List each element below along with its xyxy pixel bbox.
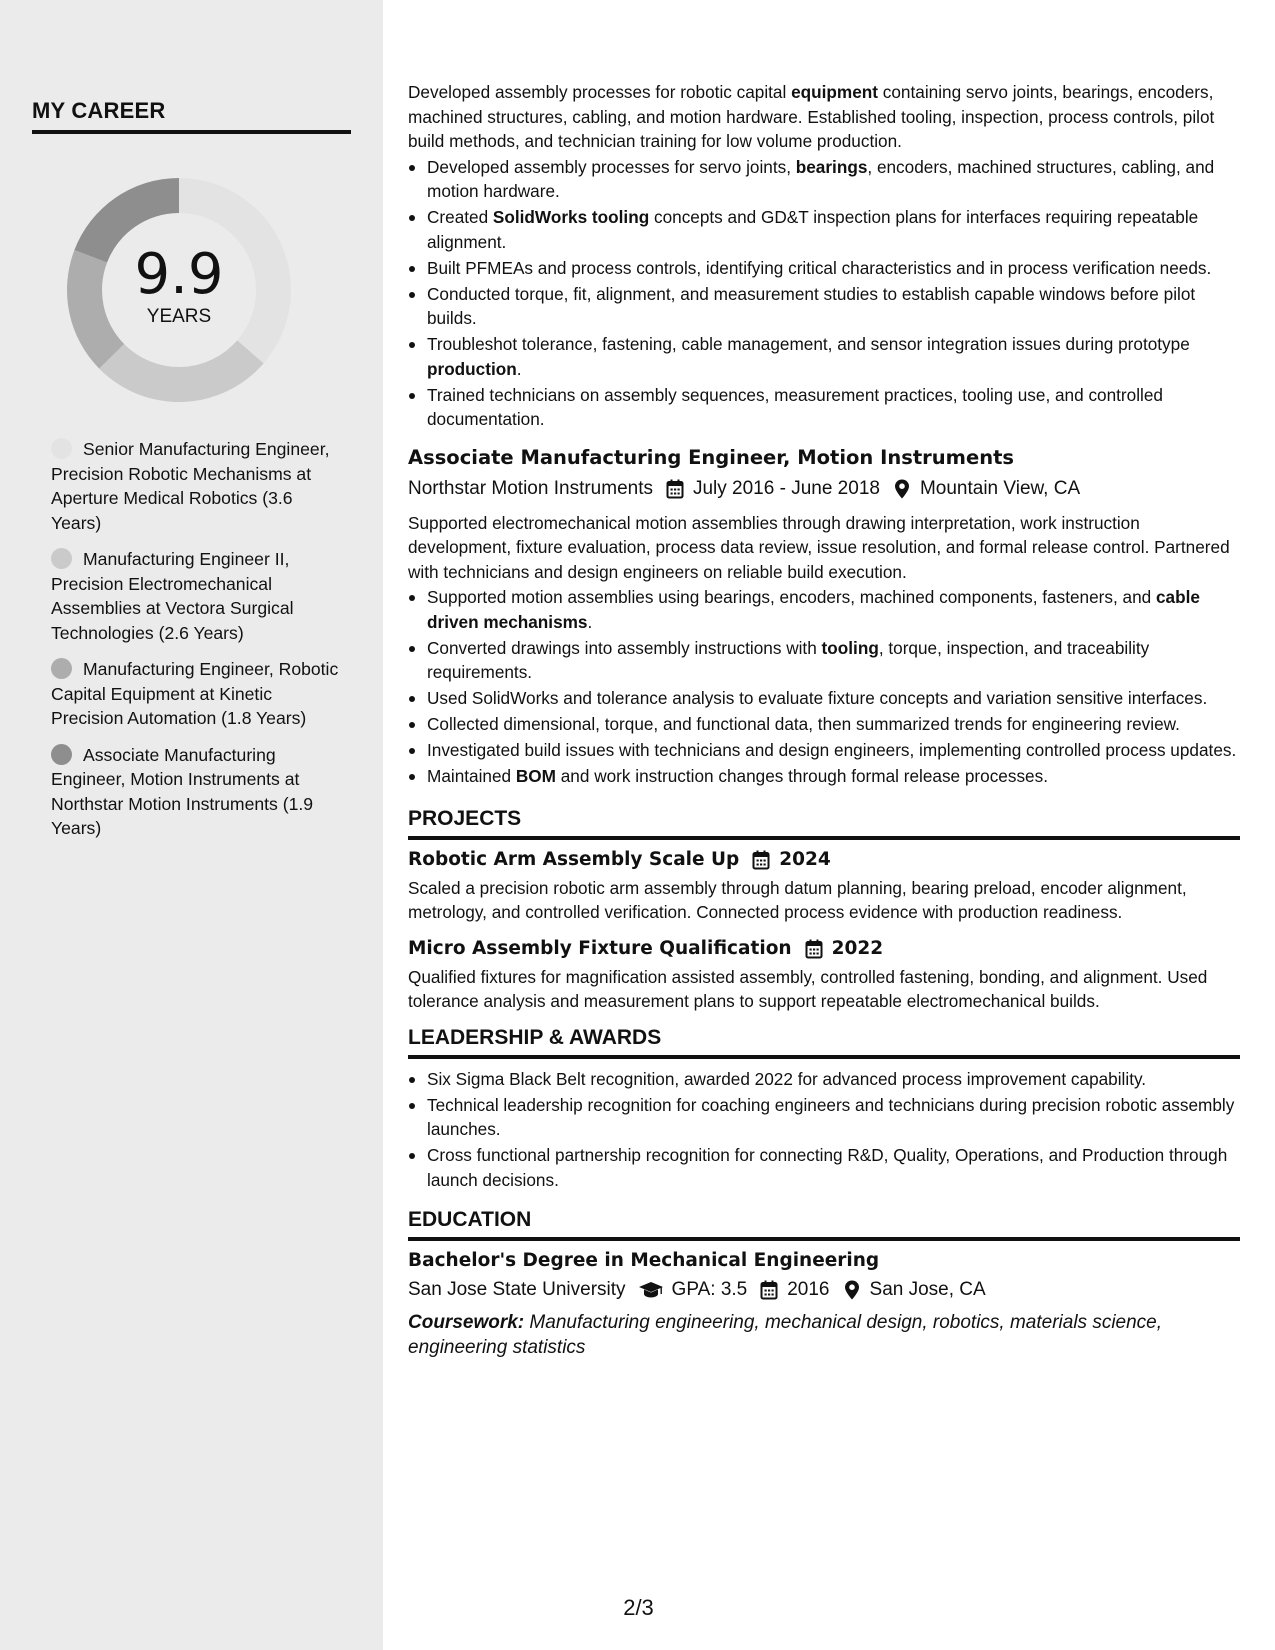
- job-company: Northstar Motion Instruments: [408, 477, 653, 499]
- graduation-year: 2016: [787, 1279, 830, 1300]
- job-bullet: Created SolidWorks tooling concepts and GD&T inspection plans for interfaces requiring repeatable alignment.: [408, 205, 1240, 254]
- legend-dot: [51, 658, 72, 679]
- coursework-label: Coursework:: [408, 1312, 525, 1333]
- education-meta: [408, 1276, 1240, 1304]
- job-dates: July 2016 - June 2018: [692, 477, 880, 499]
- leadership-bullet: Cross functional partnership recognition for connecting R&D, Quality, Operations, and Production through launch decisions.: [408, 1143, 1240, 1192]
- page-number: [0, 1595, 1275, 1621]
- legend-dot: [51, 744, 72, 765]
- donut-center: [66, 177, 292, 403]
- project-name: Robotic Arm Assembly Scale Up: [408, 848, 740, 870]
- job-meta: [408, 475, 1240, 503]
- job-bullet: Trained technicians on assembly sequences, measurement practices, tooling use, and controlled documentation.: [408, 383, 1240, 432]
- leadership-bullet: Six Sigma Black Belt recognition, awarded 2022 for advanced process improvement capability.: [408, 1067, 1240, 1092]
- page-number-text: 2/3: [623, 1595, 654, 1620]
- main-content: [408, 80, 1240, 1360]
- project-description: Qualified fixtures for magnification assisted assembly, controlled fastening, bonding, and alignment. Used tolerance analysis and measurement plans to support repeatable electromechanical builds.: [408, 966, 1208, 1011]
- projects-heading: PROJECTS: [408, 805, 1240, 840]
- job-bullet: Built PFMEAs and process controls, identifying critical characteristics and in process verification needs.: [408, 256, 1240, 281]
- project-year: 2022: [831, 937, 884, 959]
- school-location: San Jose, CA: [869, 1279, 986, 1300]
- job-bullet: Troubleshot tolerance, fastening, cable management, and sensor integration issues during prototype production.: [408, 332, 1240, 381]
- career-legend-text: Senior Manufacturing Engineer, Precision Robotic Mechanisms at Aperture Medical Robotics (3.6 Years): [51, 439, 330, 533]
- calendar-icon: [804, 938, 824, 960]
- project-description: Scaled a precision robotic arm assembly through datum planning, bearing preload, encoder alignment, metrology, and controlled verification. Connected process evidence with production readiness.: [408, 877, 1187, 922]
- career-legend: [51, 437, 341, 853]
- school-name: San Jose State University: [408, 1279, 626, 1300]
- project-title: [408, 846, 1240, 874]
- calendar-icon: [665, 478, 685, 500]
- job-location: Mountain View, CA: [919, 477, 1081, 499]
- career-heading: MY CAREER: [32, 98, 351, 134]
- gpa: GPA: 3.5: [671, 1279, 748, 1300]
- career-legend-text: Manufacturing Engineer, Robotic Capital Equipment at Kinetic Precision Automation (1.8 Years): [51, 659, 339, 728]
- project-year: 2024: [779, 848, 831, 870]
- career-legend-item: [51, 743, 341, 841]
- job-bullet: Maintained BOM and work instruction changes through formal release processes.: [408, 764, 1240, 789]
- job-bullet: Used SolidWorks and tolerance analysis to evaluate fixture concepts and variation sensitive interfaces.: [408, 686, 1240, 711]
- job-bullet: Conducted torque, fit, alignment, and measurement studies to establish capable windows before pilot builds.: [408, 282, 1240, 331]
- project-title: [408, 935, 1240, 963]
- job-title: Associate Manufacturing Engineer, Motion Instruments: [408, 445, 1015, 469]
- legend-dot: [51, 438, 72, 459]
- job-summary: Supported electromechanical motion assemblies through drawing interpretation, work instruction development, fixture evaluation, process data review, issue resolution, and formal release control. Partnered with technicians and design engineers on reliable build execution.: [408, 512, 1230, 582]
- job-bullet: Converted drawings into assembly instructions with tooling, torque, inspection, and traceability requirements.: [408, 636, 1240, 685]
- leadership-heading: LEADERSHIP & AWARDS: [408, 1024, 1240, 1059]
- career-legend-text: Associate Manufacturing Engineer, Motion Instruments at Northstar Motion Instruments (1.9 Years): [51, 744, 314, 838]
- project-name: Micro Assembly Fixture Qualification: [408, 937, 792, 959]
- education-heading: EDUCATION: [408, 1206, 1240, 1241]
- map-pin-icon: [892, 478, 912, 500]
- legend-dot: [51, 548, 72, 569]
- job-bullet: Investigated build issues with technicians and design engineers, implementing controlled process updates.: [408, 738, 1240, 763]
- job-bullets: [408, 585, 1240, 789]
- total-years-unit: YEARS: [146, 306, 212, 327]
- coursework: [408, 1310, 1240, 1360]
- career-legend-text: Manufacturing Engineer II, Precision Electromechanical Assemblies at Vectora Surgical Technologies (2.6 Years): [51, 549, 294, 643]
- map-pin-icon: [842, 1279, 862, 1301]
- graduation-cap-icon: [638, 1279, 664, 1301]
- total-years-value: 9.9: [134, 242, 224, 307]
- job-summary: Developed assembly processes for robotic capital equipment containing servo joints, bearings, encoders, machined structures, cabling, and motion hardware. Established tooling, inspection, process controls, pilot build methods, and technician training for low volume production.: [408, 82, 1215, 151]
- calendar-icon: [759, 1279, 779, 1301]
- career-legend-item: [51, 437, 341, 535]
- career-legend-item: [51, 657, 341, 731]
- job-bullet: Collected dimensional, torque, and functional data, then summarized trends for engineering review.: [408, 712, 1240, 737]
- leadership-bullets: [408, 1067, 1240, 1193]
- calendar-icon: [751, 849, 771, 871]
- leadership-bullet: Technical leadership recognition for coaching engineers and technicians during precision robotic assembly launches.: [408, 1093, 1240, 1142]
- degree-title: Bachelor's Degree in Mechanical Engineering: [408, 1250, 880, 1271]
- career-legend-item: [51, 547, 341, 645]
- sidebar: [0, 0, 383, 1650]
- job-bullet: Supported motion assemblies using bearings, encoders, machined components, fasteners, and cable driven mechanisms.: [408, 585, 1240, 634]
- coursework-text: Manufacturing engineering, mechanical design, robotics, materials science, engineering statistics: [408, 1312, 1163, 1358]
- job-bullet: Developed assembly processes for servo joints, bearings, encoders, machined structures, cabling, and motion hardware.: [408, 155, 1240, 204]
- job-bullets: [408, 155, 1240, 432]
